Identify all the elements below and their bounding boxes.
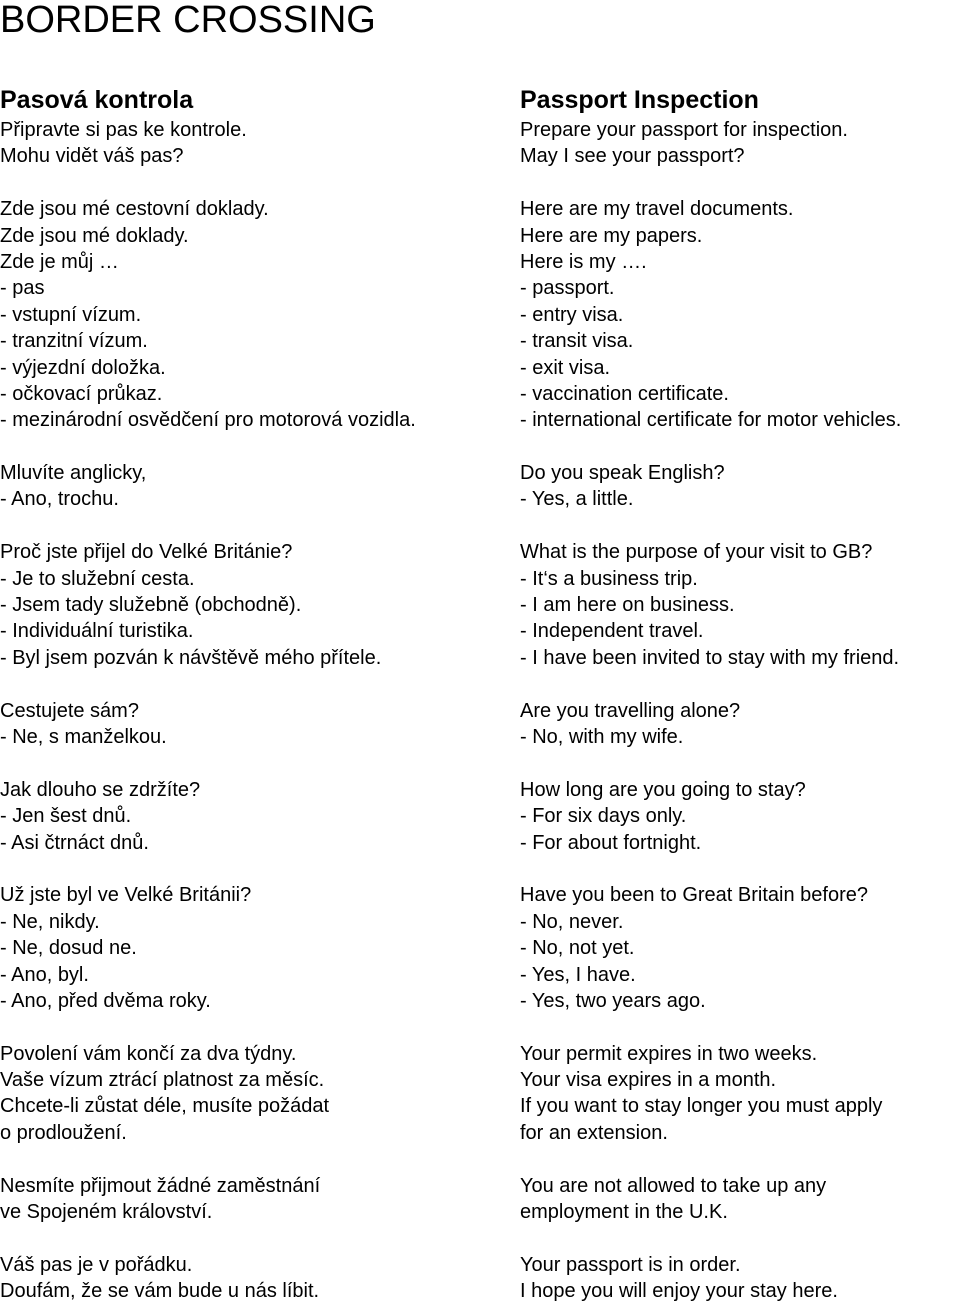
english-line: - No, never.	[520, 910, 624, 933]
english-line: - entry visa.	[520, 303, 624, 326]
english-line: - passport.	[520, 277, 615, 300]
english-line: Your visa expires in a month.	[520, 1069, 777, 1092]
czech-line: - Ano, před dvěma roky.	[0, 989, 211, 1012]
english-line: - international certificate for motor vehicles.	[520, 409, 902, 432]
english-line: You are not allowed to take up any	[520, 1174, 827, 1197]
czech-spacer	[0, 856, 510, 882]
english-heading: Passport Inspection	[520, 86, 759, 114]
czech-line: o prodloužení.	[0, 1121, 127, 1144]
czech-line: - tranzitní vízum.	[0, 330, 148, 353]
czech-line: Zde jsou mé cestovní doklady.	[0, 198, 269, 221]
czech-column	[0, 87, 510, 1305]
english-line: - exit visa.	[520, 356, 611, 379]
english-line: - I have been invited to stay with my friend.	[520, 646, 900, 669]
english-line: How long are you going to stay?	[520, 778, 806, 801]
czech-line: Doufám, že se vám bude u nás líbit.	[0, 1280, 320, 1303]
czech-line: - vstupní vízum.	[0, 303, 142, 326]
czech-line: Váš pas je v pořádku.	[0, 1253, 193, 1276]
czech-line: - očkovací průkaz.	[0, 382, 163, 405]
czech-line: - výjezdní doložka.	[0, 356, 166, 379]
english-line: Do you speak English?	[520, 462, 725, 485]
english-line: - Yes, a little.	[520, 488, 634, 511]
english-line: Have you been to Great Britain before?	[520, 884, 868, 907]
czech-spacer	[0, 1014, 510, 1040]
czech-line: Chcete-li zůstat déle, musíte požádat	[0, 1095, 330, 1118]
czech-line: Už jste byl ve Velké Británii?	[0, 884, 252, 907]
english-line: - Yes, I have.	[520, 963, 636, 986]
czech-line: - Jsem tady služebně (obchodně).	[0, 594, 302, 617]
english-spacer	[520, 750, 960, 776]
english-line: May I see your passport?	[520, 145, 745, 168]
czech-line: Cestujete sám?	[0, 699, 139, 722]
english-line: - It‘s a business trip.	[520, 567, 698, 590]
czech-line: Proč jste přijel do Velké Británie?	[0, 541, 293, 564]
english-line: - Independent travel.	[520, 620, 704, 643]
czech-line: Zde je můj …	[0, 250, 119, 273]
english-line: - No, with my wife.	[520, 725, 684, 748]
english-line: Here are my papers.	[520, 224, 703, 247]
czech-line: Mluvíte anglicky,	[0, 462, 147, 485]
english-line: - I am here on business.	[520, 594, 735, 617]
czech-line: - Byl jsem pozván k návštěvě mého přítele.	[0, 646, 382, 669]
czech-line: Povolení vám končí za dva týdny.	[0, 1042, 297, 1065]
english-line: Prepare your passport for inspection.	[520, 119, 848, 141]
czech-line: - pas	[0, 277, 45, 300]
czech-line: - Asi čtrnáct dnů.	[0, 831, 149, 854]
czech-line: Nesmíte přijmout žádné zaměstnání	[0, 1174, 321, 1197]
czech-line: - Ne, s manželkou.	[0, 725, 167, 748]
czech-spacer	[0, 434, 510, 460]
english-line: What is the purpose of your visit to GB?	[520, 541, 873, 564]
english-spacer	[520, 170, 960, 196]
czech-line: - mezinárodní osvědčení pro motorová vozidla.	[0, 409, 416, 432]
english-line: employment in the U.K.	[520, 1201, 728, 1224]
english-spacer	[520, 1014, 960, 1040]
czech-line: - Ne, dosud ne.	[0, 937, 137, 960]
czech-line: - Ne, nikdy.	[0, 910, 100, 933]
czech-spacer	[0, 671, 510, 697]
english-line: Here are my travel documents.	[520, 198, 794, 221]
english-line: - For six days only.	[520, 805, 687, 828]
czech-line: - Ano, trochu.	[0, 488, 119, 511]
english-line: Here is my ….	[520, 250, 647, 273]
english-line: for an extension.	[520, 1121, 668, 1144]
czech-line: Zde jsou mé doklady.	[0, 224, 189, 247]
english-line: Your passport is in order.	[520, 1253, 741, 1276]
english-line: - No, not yet.	[520, 937, 635, 960]
czech-line: - Ano, byl.	[0, 963, 89, 986]
english-spacer	[520, 1146, 960, 1172]
english-line: Are you travelling alone?	[520, 699, 741, 722]
czech-spacer	[0, 170, 510, 196]
czech-line: Mohu vidět váš pas?	[0, 145, 184, 168]
czech-spacer	[0, 1146, 510, 1172]
english-line: - For about fortnight.	[520, 831, 702, 854]
english-spacer	[520, 856, 960, 882]
english-spacer	[520, 434, 960, 460]
czech-line: ve Spojeném království.	[0, 1201, 213, 1224]
czech-line: Jak dlouho se zdržíte?	[0, 778, 201, 801]
czech-line: - Jen šest dnů.	[0, 805, 132, 828]
english-line: I hope you will enjoy your stay here.	[520, 1280, 838, 1303]
english-spacer	[520, 513, 960, 539]
english-line: Your permit expires in two weeks.	[520, 1042, 818, 1065]
english-line: - vaccination certificate.	[520, 382, 729, 405]
czech-line: - Je to služební cesta.	[0, 567, 195, 590]
czech-spacer	[0, 513, 510, 539]
czech-line: - Individuální turistika.	[0, 620, 194, 643]
english-spacer	[520, 671, 960, 697]
czech-heading: Pasová kontrola	[0, 86, 194, 114]
english-line: - Yes, two years ago.	[520, 989, 706, 1012]
czech-line: Vaše vízum ztrácí platnost za měsíc.	[0, 1069, 325, 1092]
english-line: - transit visa.	[520, 330, 634, 353]
czech-spacer	[0, 750, 510, 776]
czech-spacer	[0, 1225, 510, 1251]
page-title: BORDER CROSSING	[0, 0, 376, 41]
english-spacer	[520, 1225, 960, 1251]
czech-line: Připravte si pas ke kontrole.	[0, 119, 247, 141]
english-column	[520, 87, 960, 1305]
english-line: If you want to stay longer you must apply	[520, 1095, 883, 1118]
